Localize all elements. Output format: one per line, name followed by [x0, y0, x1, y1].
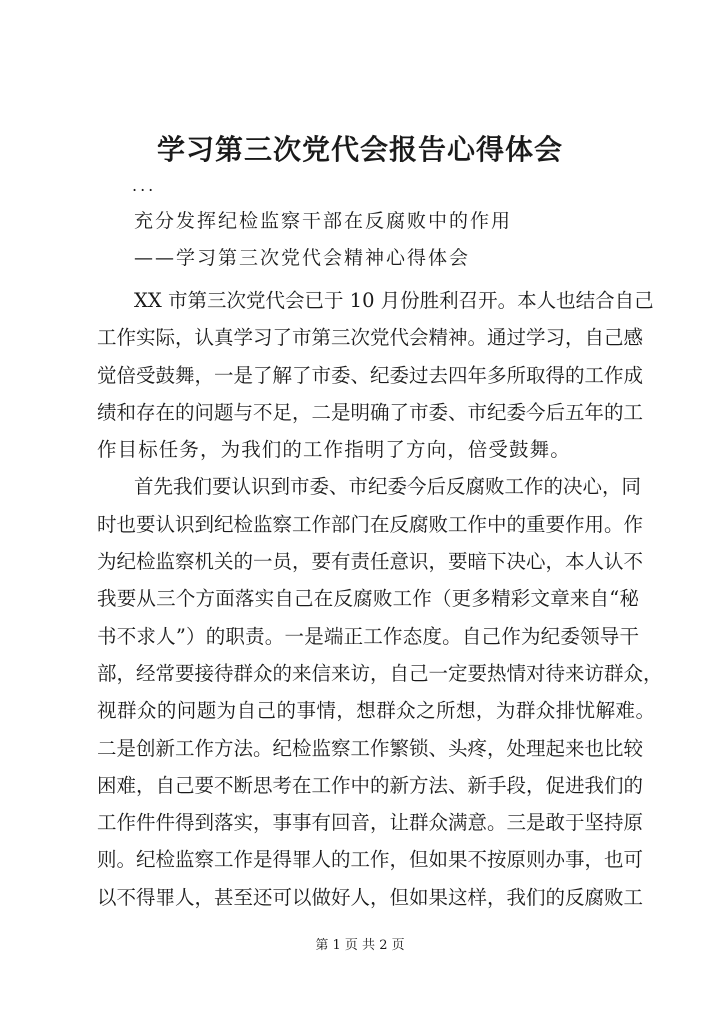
- paragraph-line: 时也要认识到纪检监察工作部门在反腐败工作中的重要作用。作: [97, 512, 644, 536]
- subtitle: 充分发挥纪检监察干部在反腐败中的作用: [134, 210, 513, 232]
- paragraph-line: 以不得罪人，甚至还可以做好人，但如果这样，我们的反腐败工: [97, 885, 644, 909]
- paragraph-line: 作目标任务，为我们的工作指明了方向，倍受鼓舞。: [97, 438, 571, 462]
- paragraph-line: 工作件件得到落实，事事有回音，让群众满意。三是敢于坚持原: [97, 811, 644, 835]
- paragraph-line: 觉倍受鼓舞，一是了解了市委、纪委过去四年多所取得的工作成: [97, 363, 644, 387]
- document-title: 学习第三次党代会报告心得体会: [156, 133, 563, 166]
- paragraph-line: 为纪检监察机关的一员，要有责任意识，要暗下决心，本人认不: [97, 550, 644, 574]
- document-body: [97, 282, 663, 916]
- ellipsis: ...: [132, 176, 157, 195]
- paragraph-line: 部，经常要接待群众的来信来访，自己一定要热情对待来访群众，: [97, 661, 663, 685]
- paragraph-line: XX 市第三次党代会已于 10 月份胜利召开。本人也结合自己: [134, 289, 654, 312]
- paragraph-line: 绩和存在的问题与不足，二是明确了市委、市纪委今后五年的工: [97, 400, 644, 424]
- paragraph-line: 视群众的问题为自己的事情，想群众之所想，为群众排忧解难。: [97, 699, 655, 723]
- paragraph-line: 首先我们要认识到市委、市纪委今后反腐败工作的决心，同: [134, 475, 642, 499]
- paragraph-line: 我要从三个方面落实自己在反腐败工作（更多精彩文章来自“秘: [97, 587, 639, 611]
- paragraph-line: 工作实际，认真学习了市第三次党代会精神。通过学习，自己感: [97, 326, 644, 350]
- paragraph-line: 二是创新工作方法。纪检监察工作繁锁、头疼，处理起来也比较: [97, 736, 644, 760]
- paragraph-line: 则。纪检监察工作是得罪人的工作，但如果不按原则办事，也可: [97, 848, 644, 872]
- page-number: 第 1 页 共 2 页: [315, 938, 405, 953]
- subtitle-secondary: ——学习第三次党代会精神心得体会: [134, 247, 471, 269]
- paragraph-line: 书不求人”）的职责。一是端正工作态度。自己作为纪委领导干: [97, 624, 639, 648]
- paragraph-line: 困难，自己要不断思考在工作中的新方法、新手段，促进我们的: [97, 773, 644, 797]
